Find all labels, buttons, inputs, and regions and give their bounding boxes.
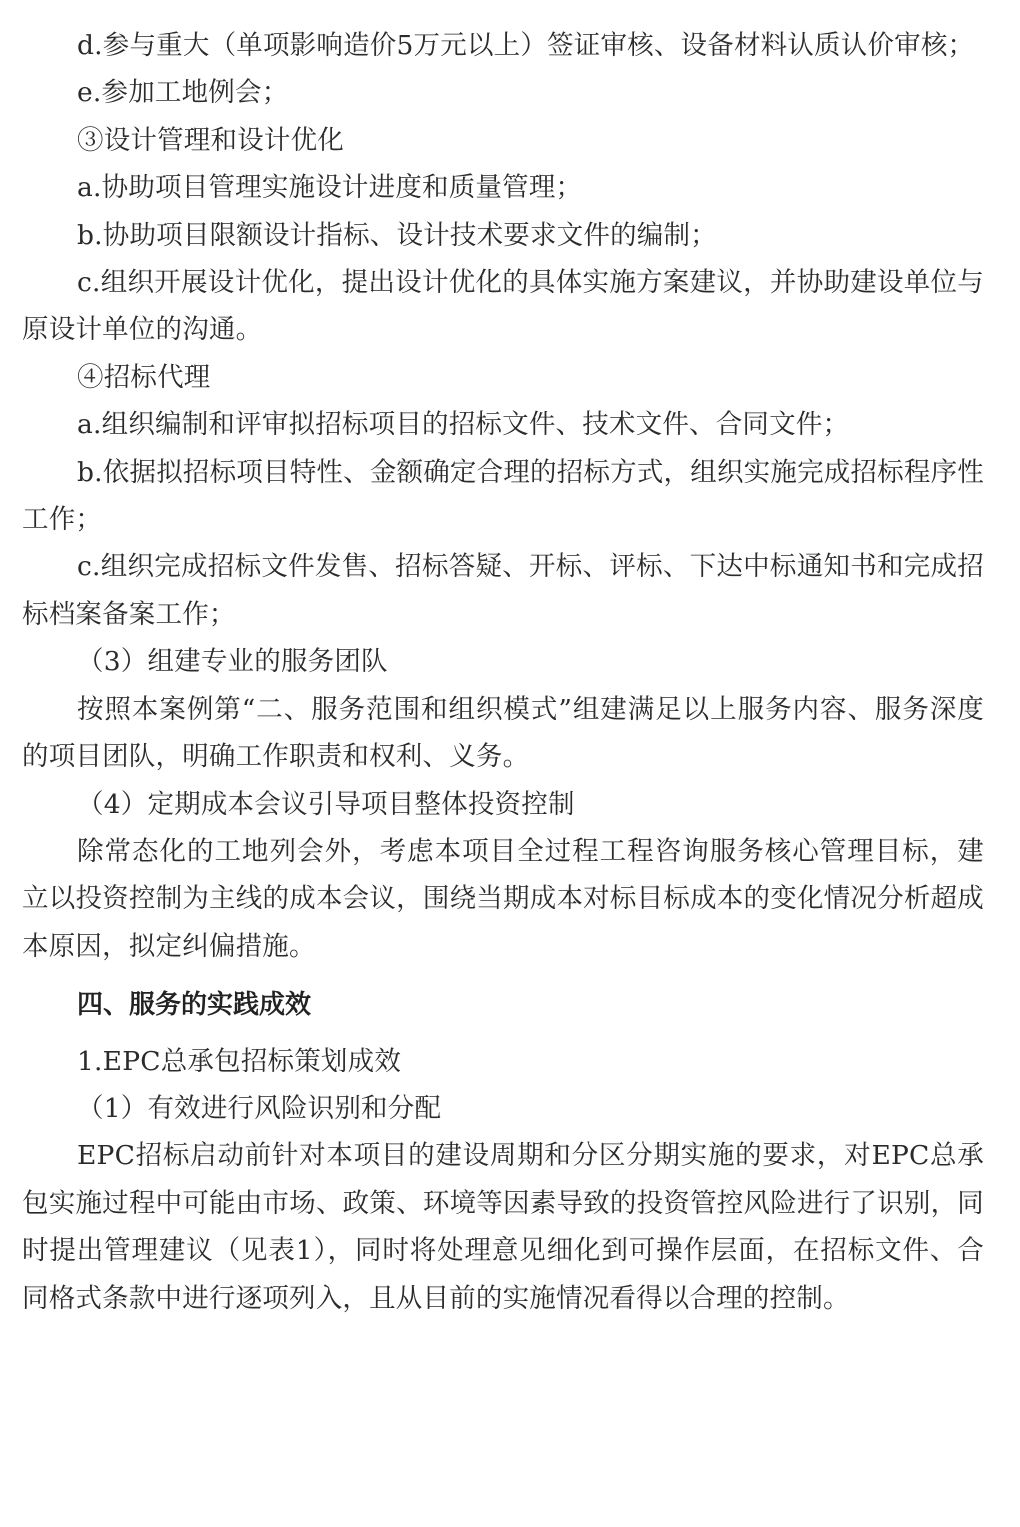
paragraph-design-optimization: c.组织开展设计优化，提出设计优化的具体实施方案建议，并协助建设单位与原设计单位的沟通。 xyxy=(22,267,984,346)
paragraph-risk-identification: EPC招标启动前针对本项目的建设周期和分区分期实施的要求，对EPC总承包实施过程中可能由市场、政策、环境等因素导致的投资管控风险进行了识别，同时提出管理建议（见表1），同时将处理意见细化到可操作层面，在招标文件、合同格式条款中进行逐项列入，且从目前的实施情况看得以合理的控制。 xyxy=(22,1140,984,1314)
paragraph-visa-review: d.参与重大（单项影响造价5万元以上）签证审核、设备材料认质认价审核； xyxy=(77,30,975,61)
subheading-design-management: ③设计管理和设计优化 xyxy=(77,124,344,156)
paragraph-bid-documents: a.组织编制和评审拟招标项目的招标文件、技术文件、合同文件； xyxy=(77,409,850,441)
subheading-risk-identification: （1）有效进行风险识别和分配 xyxy=(77,1092,442,1124)
paragraph-design-progress: a.协助项目管理实施设计进度和质量管理； xyxy=(77,172,583,204)
paragraph-bid-method: b.依据拟招标项目特性、金额确定合理的招标方式，组织实施完成招标程序性工作； xyxy=(22,456,984,536)
subheading-bidding-agency: ④招标代理 xyxy=(77,361,211,393)
document-page xyxy=(22,22,984,1322)
section-heading-results: 四、服务的实践成效 xyxy=(77,990,312,1021)
subheading-service-team: （3）组建专业的服务团队 xyxy=(77,646,388,678)
paragraph-cost-meeting: 除常态化的工地列会外，考虑本项目全过程工程咨询服务核心管理目标，建立以投资控制为主线的成本会议，围绕当期成本对标目标成本的变化情况分析超成本原因，拟定纠偏措施。 xyxy=(22,835,984,962)
paragraph-design-limits: b.协助项目限额设计指标、设计技术要求文件的编制； xyxy=(77,219,717,251)
subheading-cost-meeting: （4）定期成本会议引导项目整体投资控制 xyxy=(77,788,575,820)
subheading-epc-results: 1.EPC总承包招标策划成效 xyxy=(77,1045,402,1077)
paragraph-service-team: 按照本案例第“二、服务范围和组织模式”组建满足以上服务内容、服务深度的项目团队，明确工作职责和权利、义务。 xyxy=(22,693,984,773)
paragraph-bid-process: c.组织完成招标文件发售、招标答疑、开标、评标、下达中标通知书和完成招标档案备案工作； xyxy=(22,551,984,630)
paragraph-site-meeting: e.参加工地例会； xyxy=(77,77,289,109)
